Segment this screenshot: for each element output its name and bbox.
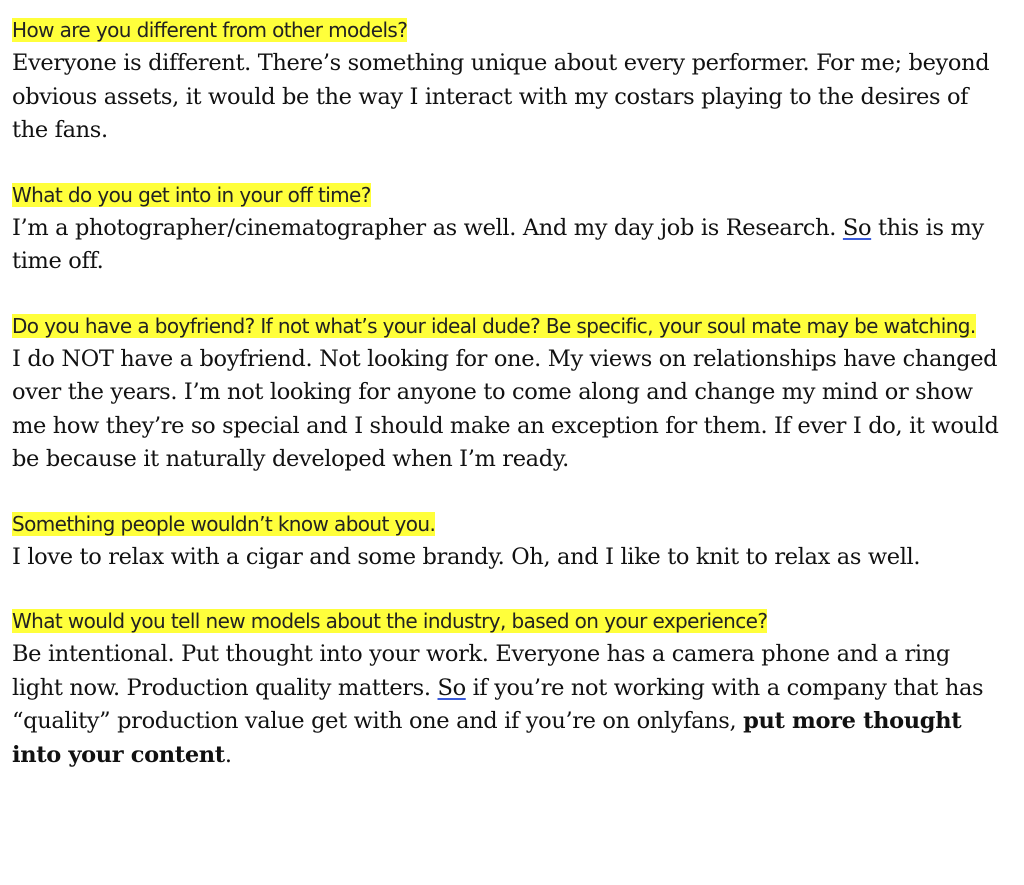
answer-5-bold-text: put more thought into your content bbox=[12, 708, 962, 768]
answer-5-underlined-word: So bbox=[437, 674, 466, 701]
question-4-highlight: Something people wouldn’t know about you. bbox=[12, 511, 436, 536]
qa-block-1 bbox=[12, 14, 1002, 148]
question-5-highlight: What would you tell new models about the industry, based on your experience? bbox=[12, 609, 768, 633]
question-5 bbox=[12, 605, 1002, 638]
qa-block-5 bbox=[12, 605, 1002, 772]
answer-3: I do NOT have a boyfriend. Not looking for one. My views on relationships have changed over the years. I’m not looking for anyone to come along and change my mind or show me how they’re so special and I should make an exception for them. If ever I do, it would be because it naturally developed when I’m ready. bbox=[12, 345, 999, 472]
answer-2 bbox=[12, 212, 1002, 279]
answer-2-text-start: I’m a photographer/cinematographer as well. And my day job is Research. bbox=[12, 214, 843, 241]
answer-4: I love to relax with a cigar and some brandy. Oh, and I like to knit to relax as well. bbox=[12, 543, 921, 570]
qa-block-2 bbox=[12, 179, 1002, 279]
answer-5-text-start: Be intentional. Put thought into your work. Everyone has a camera phone and a ring light now. Production quality matters. bbox=[12, 641, 950, 701]
question-3-highlight: Do you have a boyfriend? If not what’s your ideal dude? Be specific, your soul mate may be watching. bbox=[12, 313, 976, 338]
answer-2-underlined-word: So bbox=[842, 214, 872, 241]
answer-2-text-end: this is my time off. bbox=[12, 214, 984, 274]
document-page bbox=[12, 14, 1002, 803]
answer-5-text-end: . bbox=[224, 741, 232, 768]
question-3 bbox=[12, 310, 1002, 343]
question-1 bbox=[12, 14, 1002, 47]
question-2 bbox=[12, 179, 1002, 212]
question-2-highlight: What do you get into in your off time? bbox=[12, 182, 371, 207]
question-1-highlight: How are you different from other models? bbox=[12, 18, 408, 42]
answer-5-text-middle: if you’re not working with a company that has “quality” production value get with one and if you’re on onlyfans, bbox=[12, 674, 984, 734]
question-4 bbox=[12, 508, 1002, 541]
answer-1: Everyone is different. There’s something unique about every performer. For me; beyond obvious assets, it would be the way I interact with my costars playing to the desires of the fans. bbox=[12, 50, 990, 143]
qa-block-4 bbox=[12, 508, 1002, 575]
qa-block-3 bbox=[12, 310, 1002, 477]
answer-5 bbox=[12, 638, 1002, 772]
